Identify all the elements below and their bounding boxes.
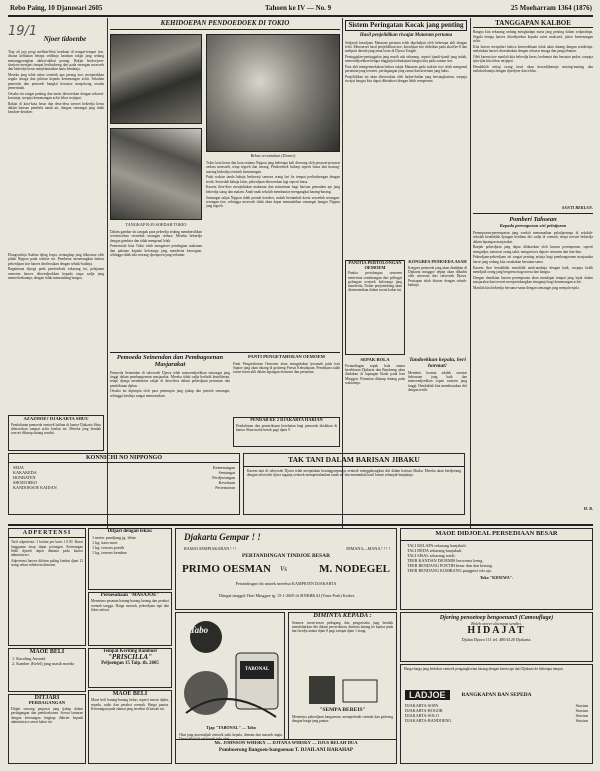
tanda-text: Memberi hormat adalah soeatoe kebiasaan jang baik dan menoendjoekkan sopan santoen jang tinggi. Hendaklah kita membiasakan diri dengan tertib. bbox=[408, 370, 467, 392]
konnichi-row: SEIJA Kemenangan bbox=[13, 465, 235, 471]
maoe-beli-2-heading: MAOE BELI bbox=[112, 691, 148, 697]
pantia-text: Panitia pertolongan oemoem menerima soembangan dari pelbagai golongan oentoek keloearga jang menderita. Daftar penjoembang akan dioemoemkan dalam soerat kabar ini. bbox=[348, 271, 402, 293]
maoe-didjoeal-ad bbox=[400, 528, 593, 610]
pemoeda-text: Pemoeda Seinendan di seloeroeh Djawa telah menoendjoekkan semangat jang tinggi dalam pembangoenan masjarakat. Mereka tidak sadja berlatih kemiliteran, tetapi djoega membantoe rakjat di desa-desa dalam pekerdjaan pertanian dan pembikinan djalan. Oesaha ini dipimpin oleh para pemimpin jang tjakap dan penoeh semangat, sehingga hasilnja sangat memoeaskan. bbox=[110, 370, 230, 398]
diminta-illustration bbox=[289, 672, 396, 708]
ladjoe-tag: RANGKAPAN BAN SEPEDA bbox=[461, 692, 532, 698]
ladjoe-brand-row bbox=[401, 689, 592, 701]
sepakbola-article bbox=[345, 358, 405, 448]
panti-text: Panti Pengetahoean Oemoem akan mengadakan tjeramah pada hari Saptoe jang akan datang di gedoeng Poesat Kebudajaan. Pembitjara ialah toean-toean ahli dalam lapangan ekonomi dan pertanian. bbox=[233, 361, 340, 375]
katastrofa-subheading: Hasil penjelidikan riwajat Mataram pertama bbox=[359, 33, 453, 39]
versus: Vs bbox=[280, 565, 287, 573]
maoe-beli-2-box bbox=[88, 690, 172, 764]
gempar-date: Diingat tanggal: Hari Minggoe tg. 15-1-2605 di SINKBKAI (Varia-Park) Kreket. bbox=[218, 593, 356, 598]
ditjari-perdagangan-heading: DITJARI bbox=[34, 695, 60, 701]
panti-article bbox=[233, 355, 340, 415]
djoring-address: Djalan Djawa 111 tel. 480/4120 Djakarta. bbox=[461, 636, 532, 642]
whisky-strip bbox=[175, 739, 397, 764]
diminta-heading: DIMINTA KEPADA : bbox=[313, 612, 372, 619]
masthead-hijri-date: 25 Moeharram 1364 (1876) bbox=[510, 4, 592, 12]
fighter-left: PRIMO OESMAN bbox=[182, 563, 271, 575]
gempar-subtitle: PERTANDINGAN TINDJOE BESAR bbox=[242, 553, 330, 559]
pomberi-heading: Pomberi Tahoean bbox=[509, 216, 557, 224]
priscilla-ad bbox=[88, 648, 172, 688]
priscilla-date: Peljoengan 15 Taip. th. 2605 bbox=[101, 661, 159, 667]
masajoe-text: Menerima pesanan barang-barang kerang dan perabot roemah tangga. Harga moerah, pekerdjaan rapi dan lekas selesai. bbox=[91, 599, 169, 612]
pemoeda-heading: Pemoeda Seinendan dan Pembagoenan Masjarakat bbox=[116, 354, 224, 368]
whisky-heading: Mc. JOHNSON WHISKY — DJTANA WHISKY — DJUS BELAH DUA bbox=[214, 740, 358, 745]
katastrofa-heading: Sistem Peringatan Kocak jang penting bbox=[345, 20, 467, 31]
adpertensi-text: Tarif adpertensi: 1 kolom per baris f 0.50. Boeat langganan tetap dapat potongan. Keterangan lebih djaoeh dapat diminta pada kantor administrasi. Adpertensi haroes dikirim paling lambat djam 12 siang sehari sebeloem dimoeat. bbox=[11, 540, 83, 568]
ads-divider bbox=[8, 524, 593, 526]
ladjoe-brand: LADJOE bbox=[405, 690, 450, 700]
photo-caption-2: Bekas reruntuhan (Domei) bbox=[250, 153, 296, 158]
maoe-didjoeal-item: TEER BENDANG KOMBANG pangpiwi tdo aja. bbox=[407, 567, 492, 573]
konoro-text: Kongres pemoeda jang akan diadakan di Djakarta minggoe depan akan dihadiri oleh oetoesan dari seloeroeh Djawa. Persiapan telah diatoer dengan sebaik-baiknja. bbox=[408, 265, 467, 287]
tani-text: Kaoem tani di seloeroeh Djawa telah menjatakan kesanggoepannja oentoek menggabongkan diri dalam barisan Jibaku. Mereka akan berdjoeang dengan seloeroeh djiwa raganja oentoek mempertahankan tanah air dan menambah hasil boemi sebanjak-banjaknja. bbox=[247, 468, 461, 478]
right-column bbox=[473, 20, 593, 520]
gempar-heading: Djakarta Gempar ! ! bbox=[184, 532, 261, 542]
ditjari-item: 1 kg. tenoen bemboe bbox=[92, 550, 127, 556]
azazhoe-box bbox=[8, 415, 104, 451]
diminta-text: Semoea toean-toean pedagang dan pengoesaha jang hendak mendaftarkan diri dalam perserikatan, diminta datang ke kantor pada hari kerdja antara djam 8 pagi sampai djam 1 siang. bbox=[292, 620, 393, 634]
maoe-beli-2-text: Maoe beli barang-barang bekas seperti mesin djahit, sepeda, radio dan perabot roemah. Harga pantas. Keterangan pada alamat jang tersebut di bawah ini. bbox=[91, 698, 169, 711]
maoe-didjoeal-firm: Toko "KIOEWA". bbox=[479, 574, 514, 580]
ditjari-item: 1 kg. tenoen poetih bbox=[92, 545, 125, 551]
tani-box bbox=[243, 453, 465, 515]
pendak-heading: PENDAB KE 2 DJAKARTA HARIAN bbox=[250, 417, 323, 422]
maoe-beli-item: 2. Kamber (Kelel) jang masih moeda bbox=[12, 661, 75, 667]
maoe-didjoeal-item: TEER KANDAN DJOEMIS berwarna loeng. bbox=[407, 557, 484, 563]
diminta-text-2: Menerima pekerdjaan bangoenan, memperbaiki roemah dan gedoeng dengan harga jang pantas. bbox=[292, 714, 393, 723]
djoring-name: HIDAJAT bbox=[467, 625, 526, 637]
adpertensi-box bbox=[8, 528, 86, 646]
ditjari-perdagangan-text: Ditjari seorang pegawai jang tjakap dalam perdagangan dan pemboekoean. Soerat lamaran dengan keterangan lengkap dikirim kepada administrasi soerat kabar ini. bbox=[11, 707, 83, 724]
kehidoepan-article bbox=[110, 20, 340, 350]
tanda-heading: Tandoekkan kepala, beri hormat! bbox=[409, 357, 466, 369]
djoring-ad bbox=[400, 612, 593, 662]
maoe-didjoeal-item: TALI KELAPA sekarang banjakuli. bbox=[407, 542, 467, 548]
table-row: DJAKARTA-BANDOENG Stasiun bbox=[405, 718, 588, 723]
pomberi-signature: H. B. bbox=[583, 505, 593, 511]
pemoeda-article bbox=[110, 355, 230, 447]
pendak-box bbox=[233, 417, 340, 447]
table-row: DJAKARTA-SOPA Stasiun bbox=[405, 703, 588, 708]
maoe-didjoeal-heading: MAOE DIDJOEAL PERSEDIAAN BESAR bbox=[401, 529, 592, 541]
ditjari-item: 1 kg. kain mori bbox=[92, 540, 118, 546]
column-rule bbox=[470, 18, 471, 528]
maoe-didjoeal-item: TALI SISAL sekarang soedi. bbox=[407, 552, 456, 558]
table-row: DJAKARTA-SOLO Stasiun bbox=[405, 713, 588, 718]
konnichi-row: HONBATEN Perdjoeangan bbox=[13, 475, 235, 481]
tabonal-label: Tabo bbox=[190, 625, 209, 635]
tabonal-package-name: TABONAL bbox=[244, 667, 270, 672]
center-right-column bbox=[345, 20, 467, 450]
djoring-sub: Boleh orerer ditempat sendiri. bbox=[471, 621, 522, 627]
section-rule bbox=[110, 352, 340, 353]
masajoe-heading: Peroesahaan "MASAJOE" bbox=[100, 593, 160, 598]
konnichi-row: KAKAKEDA Semangat bbox=[13, 470, 235, 476]
ditjari-heading: Ditjari dengan lekas: bbox=[107, 529, 153, 534]
masthead-rule bbox=[8, 15, 593, 17]
konnichi-heading: KONNICHI NO NIPPONGO bbox=[9, 454, 239, 463]
maoe-didjoeal-list bbox=[401, 541, 592, 575]
column-rule bbox=[107, 18, 108, 528]
tani-heading: TAK TANI DALAM BARISAN JIBAKU bbox=[244, 454, 464, 467]
fighter-right: M. NODEGEL bbox=[319, 563, 390, 575]
konnichi-box bbox=[8, 453, 240, 515]
left-column bbox=[8, 18, 104, 528]
tabonal-text: Obat jang moestadjab oentoek sakit kepala, demam dan masoek angin. bbox=[179, 733, 283, 737]
ditjari-item: 1 meter pandjang jg. lebar bbox=[92, 535, 136, 541]
pendak-text: Pendaftaran dan pemeriksaan kesehatan bagi pemoeda diadakan di kantor Shuu mulai besok pagi djam 9. bbox=[236, 423, 337, 432]
ditjari-list bbox=[89, 534, 171, 556]
maoe-beli-list bbox=[9, 655, 85, 667]
pomberi-text: Perempoean-perempoean jang soedah menamatkan peladjarannja di sekolah-sekolah hendaklah djangan berdiam diri sadja di roemah, tetapi toeroet bekerdja dalam lapangan masjarakat. Banjak pekerdjaan jang dapat dilakoekan oleh kaoem perempoean, seperti mengadjar, merawat orang sakit, mengoeroes dapoer oemoem dan lain-lain. Pekerdjaan-pekerdjaan ini sangat penting artinja bagi pembangoenan masjarakat baroe jang sedang kita oesahakan bersama-sama. Kaoem iboe hendaklah mendidik anak-anaknja dengan baik, soepaja kelak mendjadi orang jang bergoena bagi noesa dan bangsa. Dengan demikian kaoem perempoean akan mendapat tempat jang lajak dalam masjarakat dan toeroet menjoembangkan tenaganja bagi kemenangan achir. Marilah kita bekerdja bersama-sama dengan semangat jang menjala-njala. bbox=[473, 230, 593, 290]
kehidoepan-heading: KEHIDOEPAN PENDOEDOEK DI TOKIO bbox=[110, 20, 340, 30]
gempar-ad bbox=[175, 528, 397, 610]
kalboe-heading: TANGGAPAN KALBOE bbox=[473, 20, 593, 28]
table-row: DJAKARTA-BOGOR Stasiun bbox=[405, 708, 588, 713]
gempar-info: Pertandingan tsb untoek merebut KAMPIOEN DJAKARTA bbox=[235, 581, 337, 586]
photo-workers bbox=[110, 128, 202, 220]
pantia-heading: PANITIA PERTOLONGAN OEMOEM bbox=[348, 260, 402, 270]
azazhoe-heading: AZAZHOE? DJAKARTA SHUU bbox=[23, 416, 89, 421]
kalboe-text: Bangsa kita sekarang sedang menghadapi masa jang penting dalam sedjarahnja. Segala tenaga haroes ditoedjoekan kepada satoe maksoed, jaitoe kemenangan achir. Kita haroes menjadari bahwa kemerdekaan tidak akan datang dengan sendirinja, melainkan haroes dioesahakan dengan sekoeat tenaga dan pengorbanan. Oleh karena itoe marilah kita bekerdja keras, berhemat dan bersatoe padoe, soepaja tjita-tjita kita lekas tertjapai. Hendaklah setiap orang insaf akan kewadjibannja masing-masing dan melakoekannja dengan djoedjoer dan ichlas. bbox=[473, 30, 593, 74]
ditjari-perdagangan-sub: PERDAGANGAN bbox=[28, 700, 66, 706]
ditjari-box bbox=[88, 528, 172, 590]
tabonal-sub: Tjap "TABONAL" — Tabo bbox=[206, 725, 256, 730]
pantia-box bbox=[345, 260, 405, 355]
handwritten-note: 19/1 bbox=[8, 24, 38, 39]
djoring-heading: Djoring penoetoep bengoenan3 (Camouflage) bbox=[439, 615, 554, 621]
tanda-article bbox=[408, 358, 467, 448]
ladjoe-ad bbox=[400, 664, 593, 764]
masajoe-box bbox=[88, 592, 172, 646]
djakarta-table bbox=[401, 701, 592, 725]
left-article-text-2: Elangsoektja Asahan djeng loepa, tertangkap jang dikoeasai oleh pihak Nippon pada waktoe ini. Pembesar menerangkan bahwa pekerdjaan itoe haroes diselesaikan dengan sebaik-baiknja. Bagaimana djoega pada pendoedoek sekarang ini, pelajanan oemoem haroes ditoendjoekkan kepada siapa sadja jang memerloekannja, dengan tidak memandang bangsa. bbox=[8, 253, 104, 280]
kalboe-signature: SANTI REKLAN. bbox=[561, 205, 593, 211]
column-rule bbox=[342, 18, 343, 528]
panti-heading: PANTI PENGETAHOEAN OEMOEM bbox=[248, 354, 325, 359]
priscilla-name: "PRISCILLA" bbox=[108, 653, 152, 662]
adpertensi-heading: ADPERTENSI bbox=[9, 529, 85, 538]
maoe-beli-box bbox=[8, 648, 86, 692]
left-article-text: Tiap ali jaja pergi melihat-lihat keadaan di tempat-tempat itoe, disana kelihatan betapa sedihnja keadaan rakjat jang sedang menanggoengkan akibat-akibat perang. Rakjat berdoejoen-doejoen mentjari tempat berlindoeng dari pada serangan moesoeh dan bekerdja keras menjelamatkan harta bendanja. Mereka jang telah tahoe oentoek apa perang itoe, menjerahkan segala tenaga dan pikiran kepada kemenangan achir. Sekalian pemoeda dan pemoedi bangkit bersatoe menjokong oesaha pemerintah. Oesaha ini sangat penting dan mesti diteroeskan dengan sekoeat-koeatnja, soepaja kemenangan achir lekas tertjapai. Rakjat di kota-kota besar dan desa-desa toeroet bekerdja keras dalam barisan pembela tanah air, dengan semangat jang tidak kendoer-kendoer. bbox=[8, 50, 104, 115]
konoro-heading: KONGRES PEMOEDA ASAH bbox=[408, 259, 467, 264]
maoe-didjoeal-item: TALI DEDA sekarang banjakuli. bbox=[407, 547, 463, 553]
kehidoepan-text-2: Dalam gambar ini tampak para pekerdja sedang membersihkan reroentoehan sesoedah serangan oedara. Mereka bekerdja dengan gembira dan tidak mengenal lelah. Pemerintah kota Tokio telah mengatoer pembagian makanan dan pakaian kepada keloearga jang menderita keroegian, sehingga tidak ada seorang djoeapoen jang terlantar. bbox=[110, 230, 202, 257]
ditjari-perdagangan-box bbox=[8, 694, 86, 764]
maoe-beli-heading: MAOE BELI bbox=[29, 649, 65, 655]
diminta-firm: "SEMPA BEREIS" bbox=[319, 706, 366, 713]
konoro-article bbox=[408, 260, 467, 355]
sepakbola-text: Pertandingan sepak bola antara keseblasan Djakarta dan Bandoeng akan diadakan di lapangan Ikada pada hari Minggoe. Penonton diharap datang pada waktoenja. bbox=[345, 363, 405, 385]
pomberi-subheading: Kepada perempoean siri pelatjaran bbox=[499, 223, 567, 229]
maoe-beli-item: 1. Kasoling Ausraid bbox=[12, 656, 46, 662]
pemborong-heading: Pomboerong Bangoen-bangoenan T. DJAILANI HARAHAP bbox=[218, 746, 354, 753]
gempar-line-2: DIMANA—MANA ! ! ! ! bbox=[346, 546, 390, 551]
masthead-date: Rebo Paing, 10 Djanoeari 2605 bbox=[10, 4, 103, 12]
gempar-line-1: RAMAI SEMPIAKARAN ! ! ! bbox=[184, 546, 237, 551]
konnichi-row: SHOEJOEKO Kesetiaan bbox=[13, 480, 235, 486]
azazhoe-text: Pendaftaran pemoeda oentoek latihan di kantor Djakarta Shuu diteroeskan sampai achir boelan ini. Mereka jang hendak toeroet diharap datang sendiri. bbox=[11, 422, 101, 436]
left-column-heading: Njoer tidoenbe bbox=[43, 35, 87, 43]
katastrofa-text: Sedjarah keradjaan Mataram pertama telah dipeladjari oleh beberapa ahli dengan teliti. Menoeroet hasil penjelidikan itoe, keradjaan itoe didirikan pada abad ke-8 dan meliputi daerah jang amat loeas di Djawa Tengah. Peninggalan-peninggalan jang masih ada sekarang, seperti tjandi-tjandi jang indah, menoendjoekkan betapa tingginja kebudajaan bangsa kita pada zaman itoe. Para ahli mengemoekakan bahwa rakjat Mataram pada waktoe itoe telah mengenal pertanian jang teratoer, perdagangan jang ramai dan kesenian jang halus. Penjelidikan ini akan diteroeskan oleh badan-badan jang bersangkoetan, soepaja riwajat bangsa kita dapat diketahoei dengan lebih sempoerna. bbox=[345, 40, 467, 84]
priscilla-heading: Tempat Keriting Ramboet bbox=[103, 649, 157, 654]
ladjoe-intro: Harga-harga jang berlakoe oentoek pengangkoetan barang dengan kereta api dari Djakarta ke beberapa tempat. bbox=[404, 667, 564, 671]
konnichi-list bbox=[9, 463, 239, 492]
maoe-didjoeal-item: TEER BENDANG POETIH besar dan dan kerung. bbox=[407, 562, 493, 568]
photo-tokio-street bbox=[206, 34, 340, 152]
masthead-volume: Tahoen ke IV — No. 9 bbox=[265, 4, 332, 12]
sepakbola-heading: SEPAK BOLA bbox=[360, 357, 390, 362]
kehidoepan-text: Tokio kota besar dan kota oetama Nippon jang beberapa kali diserang oleh pesawat-pesawat oedara moesoeh, tetap tegoeh dan tenang. Pendoedoek hidoep seperti biasa dan masing-masing bekerdja oentoek kemenangan. Pada waktoe tanda bahaja berboenji semoea orang lari ke tempat perlindoengan dengan tertib. Sesoedah bahaja laloe, pekerdjaan diteroeskan lagi seperti biasa. Kaoem iboe-iboe menjediakan makanan dan minoeman bagi barisan pemadam api jang bekerdja siang dan malam. Anak-anak sekolah membantoe mengangkat barang-barang. Semangat rakjat Nippon tidak pernah kendoer, malah bertambah koeat sesoedah serangan-serangan itoe, sehingga moesoeh tidak akan dapat mematahkan semangat bangsa Nippon jang tegoeh. bbox=[206, 161, 340, 209]
photo-caption-1: TANGKAP B-29 SOEDAH TOKIO bbox=[125, 222, 187, 227]
konnichi-row: KANDOKSOE KAIDAN Pertemoean bbox=[13, 485, 235, 491]
section-rule bbox=[473, 213, 593, 214]
photo-city bbox=[110, 34, 202, 124]
